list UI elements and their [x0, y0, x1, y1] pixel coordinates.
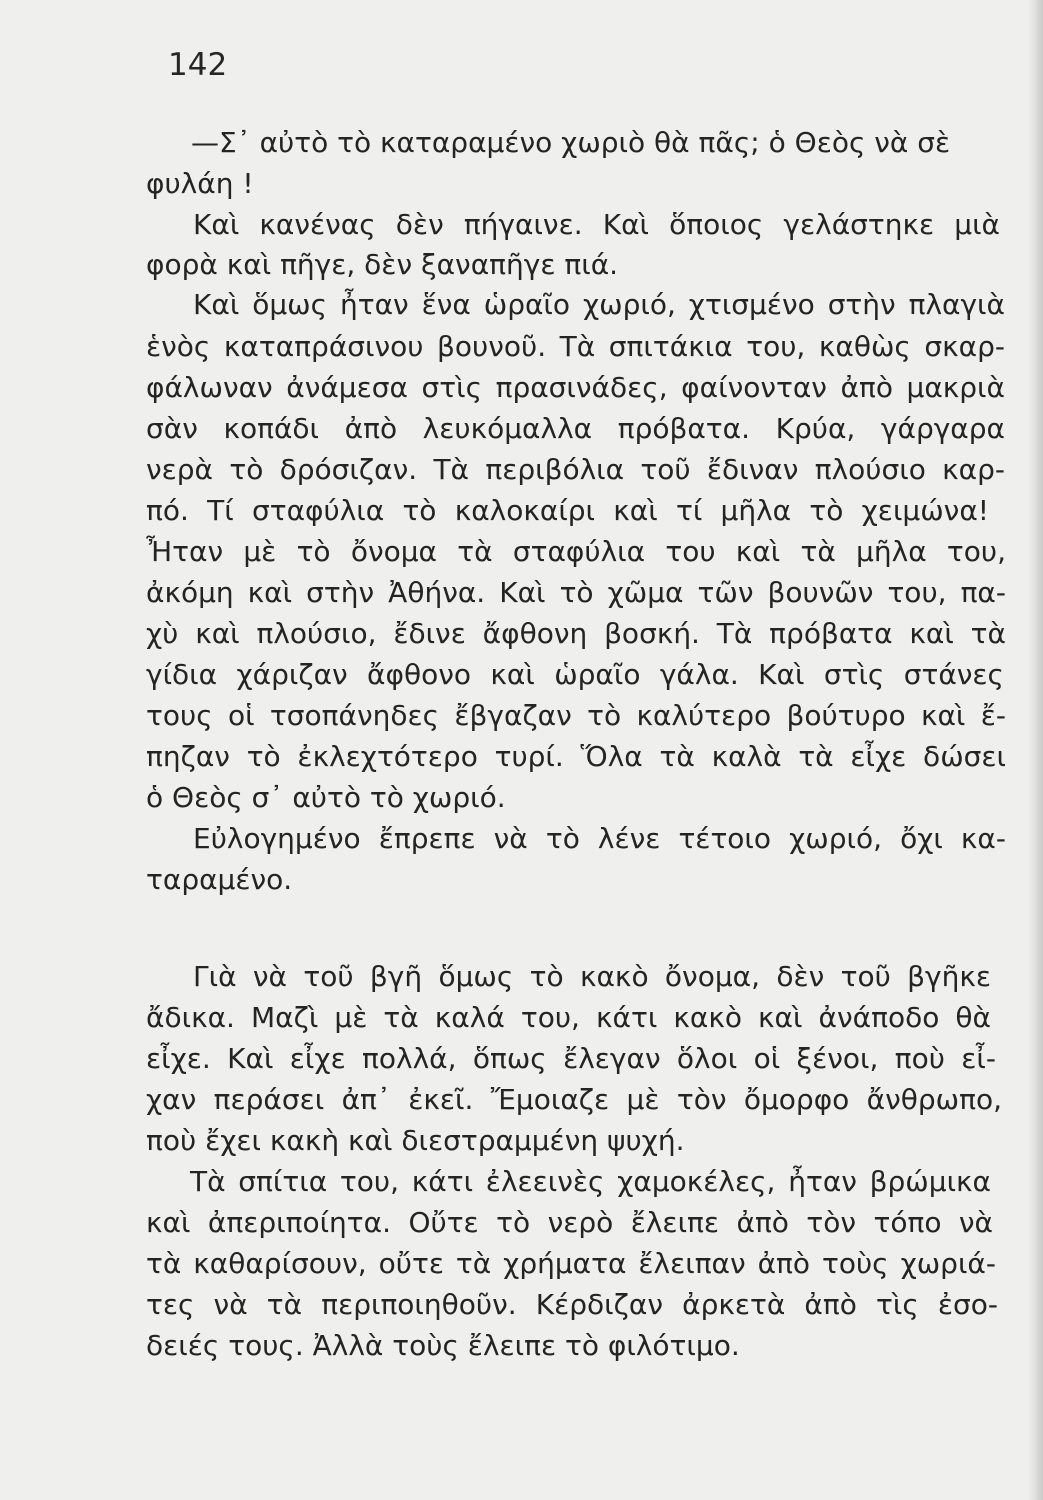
text-line: ὁ Θεὸς σ᾽ αὐτὸ τὸ χωριό.: [146, 781, 506, 814]
page-number: 142: [168, 47, 228, 83]
text-line: ἀκόμη καὶ στὴν Ἀθήνα. Καὶ τὸ χῶμα τῶν βουνῶν του, πα-: [146, 576, 1006, 609]
text-line: καὶ ἀπεριποίητα. Οὔτε τὸ νερὸ ἔλειπε ἀπὸ τὸν τόπο νὰ: [146, 1206, 993, 1239]
text-line: τες νὰ τὰ περιποιηθοῦν. Κέρδιζαν ἀρκετὰ ἀπὸ τὶς ἐσο-: [146, 1288, 998, 1321]
text-line: φυλάη !: [146, 167, 254, 200]
text-line: Καὶ ὅμως ἦταν ἕνα ὡραῖο χωριό, χτισμένο στὴν πλαγιὰ: [193, 288, 1005, 321]
text-line: Γιὰ νὰ τοῦ βγῆ ὅμως τὸ κακὸ ὄνομα, δὲν τοῦ βγῆκε: [193, 960, 991, 993]
text-line: χαν περάσει ἀπ᾽ ἐκεῖ. Ἔμοιαζε μὲ τὸν ὄμορφο ἄνθρωπο,: [146, 1083, 1002, 1116]
text-line: χὺ καὶ πλούσιο, ἔδινε ἄφθονη βοσκή. Τὰ πρόβατα καὶ τὰ: [146, 617, 1006, 650]
text-line: νερὰ τὸ δρόσιζαν. Τὰ περιβόλια τοῦ ἔδιναν πλούσιο καρ-: [146, 453, 1005, 486]
text-line: πηζαν τὸ ἐκλεχτότερο τυρί. Ὅλα τὰ καλὰ τὰ εἶχε δώσει: [146, 740, 1006, 773]
text-line: γίδια χάριζαν ἄφθονο καὶ ὡραῖο γάλα. Καὶ στὶς στάνες: [146, 658, 1004, 691]
text-line: φάλωναν ἀνάμεσα στὶς πρασινάδες, φαίνονταν ἀπὸ μακριὰ: [146, 371, 1005, 404]
text-line: —Σ᾽ αὐτὸ τὸ καταραμένο χωριὸ θὰ πᾶς; ὁ Θεὸς νὰ σὲ: [191, 126, 951, 159]
text-line: ἑνὸς καταπράσινου βουνοῦ. Τὰ σπιτάκια του, καθὼς σκαρ-: [146, 330, 1005, 363]
text-line: Ἦταν μὲ τὸ ὄνομα τὰ σταφύλια του καὶ τὰ μῆλα του,: [146, 535, 1006, 568]
text-line: τὰ καθαρίσουν, οὔτε τὰ χρήματα ἔλειπαν ἀπὸ τοὺς χωριά-: [146, 1247, 996, 1280]
text-line: ποὺ ἔχει κακὴ καὶ διεστραμμένη ψυχή.: [146, 1124, 685, 1157]
text-line: δειές τους. Ἀλλὰ τοὺς ἔλειπε τὸ φιλότιμο.: [146, 1329, 740, 1362]
text-line: Τὰ σπίτια του, κάτι ἐλεεινὲς χαμοκέλες, ἦταν βρώμικα: [190, 1165, 991, 1198]
text-line: φορὰ καὶ πῆγε, δὲν ξαναπῆγε πιά.: [146, 248, 619, 281]
page-edge-shadow: [1027, 0, 1043, 1500]
text-line: Καὶ κανένας δὲν πήγαινε. Καὶ ὅποιος γελάστηκε μιὰ: [193, 208, 1000, 241]
text-line: εἶχε. Καὶ εἶχε πολλά, ὅπως ἔλεγαν ὅλοι οἱ ξένοι, ποὺ εἶ-: [146, 1042, 996, 1075]
text-line: πό. Τί σταφύλια τὸ καλοκαίρι καὶ τί μῆλα τὸ χειμώνα!: [146, 494, 989, 527]
text-line: ταραμένο.: [146, 863, 293, 896]
text-line: σὰν κοπάδι ἀπὸ λευκόμαλλα πρόβατα. Κρύα, γάργαρα: [146, 412, 1005, 445]
text-line: ἄδικα. Μαζὶ μὲ τὰ καλά του, κάτι κακὸ καὶ ἀνάποδο θὰ: [146, 1001, 991, 1034]
text-line: Εὐλογημένο ἔπρεπε νὰ τὸ λένε τέτοιο χωριό, ὄχι κα-: [193, 822, 1006, 855]
text-line: τους οἱ τσοπάνηδες ἔβγαζαν τὸ καλύτερο βούτυρο καὶ ἔ-: [146, 699, 1006, 732]
